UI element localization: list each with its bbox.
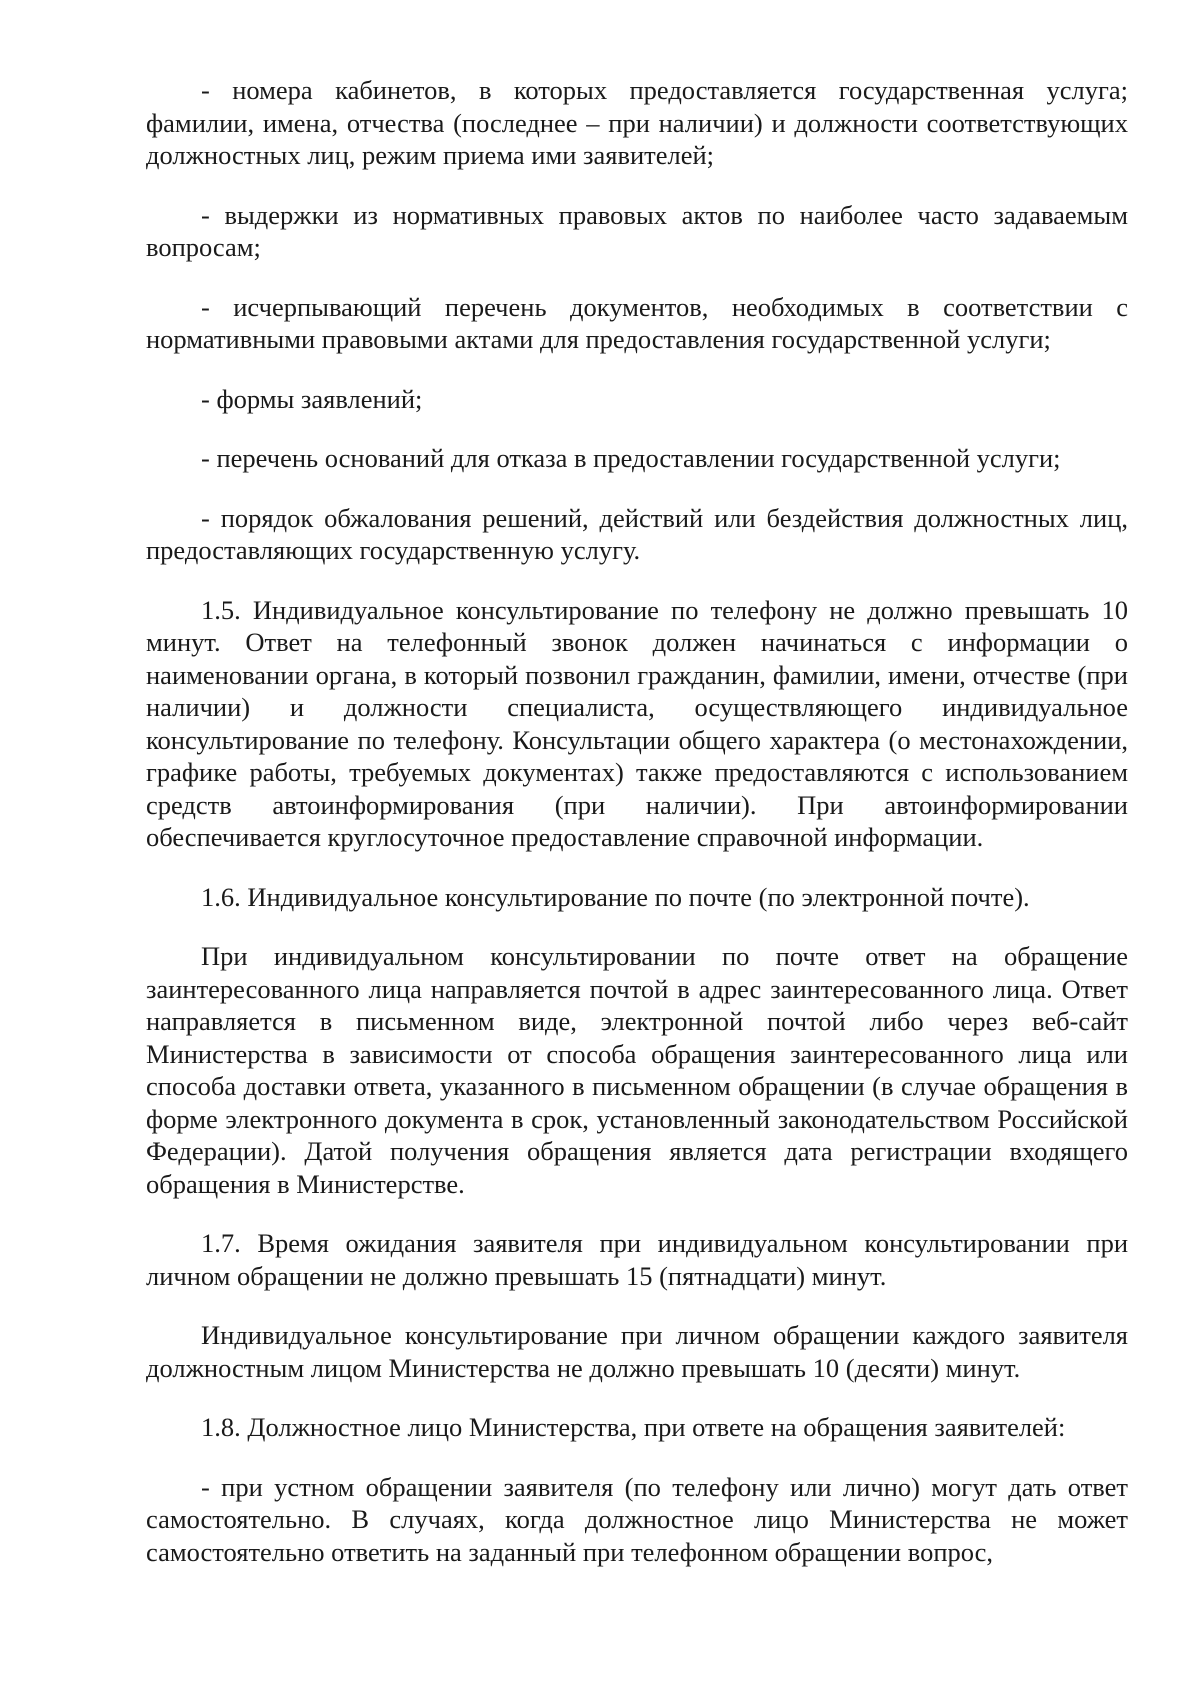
personal-consultation-paragraph: Индивидуальное консультирование при личном обращении каждого заявителя должностным лицом Министерства не должно превышать 10 (десяти) минут. <box>146 1320 1128 1383</box>
section-1-8-paragraph: 1.8. Должностное лицо Министерства, при ответе на обращения заявителей: <box>201 1412 1066 1442</box>
section-1-6-paragraph: 1.6. Индивидуальное консультирование по почте (по электронной почте). <box>201 881 1030 912</box>
list-item-documents-list: - исчерпывающий перечень документов, необходимых в соответствии с нормативными правовыми актами для предоставления государственной услуги; <box>146 291 1128 354</box>
section-1-5-paragraph: 1.5. Индивидуальное консультирование по телефону не должно превышать 10 минут. Ответ на телефонный звонок должен начинаться с информации о наименовании органа, в который позвонил гражданин, фамилии, имени, отчестве (при наличии) и должности специалиста, осуществляющего индивидуальное консультирование по телефону. Консультации общего характера (о местонахождении, графике работы, требуемых документах) также предоставляются с использованием средств автоинформирования (при наличии). При автоинформировании обеспечивается круглосуточное предоставление справочной информации. <box>146 594 1128 852</box>
list-item-excerpts: - выдержки из нормативных правовых актов по наиболее часто задаваемым вопросам; <box>146 199 1128 262</box>
list-item-refusal-grounds: - перечень оснований для отказа в предоставлении государственной услуги; <box>201 443 1061 473</box>
list-item-application-forms: - формы заявлений; <box>201 383 423 414</box>
mail-consultation-paragraph: При индивидуальном консультировании по почте ответ на обращение заинтересованного лица направляется почтой в адрес заинтересованного лица. Ответ направляется в письменном виде, электронной почтой либо через веб-сайт Министерства в зависимости от способа обращения заинтересованного лица или способа доставки ответа, указанного в письменном обращении (в случае обращения в форме электронного документа в срок, установленный законодательством Российской Федерации). Датой получения обращения является дата регистрации входящего обращения в Министерстве. <box>146 941 1128 1199</box>
list-item-appeal-procedure: - порядок обжалования решений, действий или бездействия должностных лиц, предоставляющих государственную услугу. <box>146 502 1128 565</box>
section-1-7-paragraph: 1.7. Время ожидания заявителя при индивидуальном консультировании при личном обращении не должно превышать 15 (пятнадцати) минут. <box>146 1228 1128 1291</box>
document-body <box>146 74 1128 1568</box>
oral-request-paragraph: - при устном обращении заявителя (по телефону или лично) могут дать ответ самостоятельно. В случаях, когда должностное лицо Министерства не может самостоятельно ответить на заданный при телефонном обращении вопрос, <box>146 1471 1128 1567</box>
list-item-office-numbers: - номера кабинетов, в которых предоставляется государственная услуга; фамилии, имена, отчества (последнее – при наличии) и должности соответствующих должностных лиц, режим приема ими заявителей; <box>146 75 1128 170</box>
